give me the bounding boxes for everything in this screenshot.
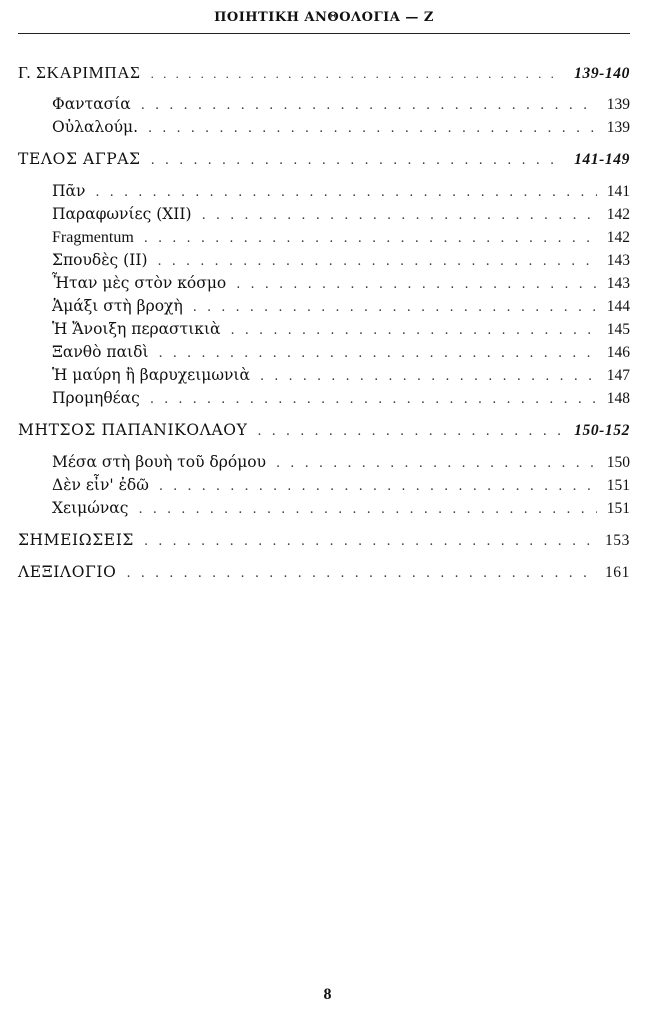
section-title: ΛΕΞΙΛΟΓΙΟ bbox=[18, 563, 117, 581]
poem-title: Ἁμάξι στὴ βροχὴ bbox=[52, 297, 183, 315]
poem-title: Δὲν εἶν' ἐδῶ bbox=[52, 476, 149, 494]
dot-leader bbox=[202, 204, 597, 227]
author-name: ΤΕΛΟΣ ΑΓΡΑΣ bbox=[18, 150, 141, 168]
section-title: ΣΗΜΕΙΩΣΕΙΣ bbox=[18, 531, 134, 549]
page-range: 139-140 bbox=[574, 65, 630, 82]
page-number-ref: 139 bbox=[606, 119, 630, 136]
toc-poem-entry bbox=[18, 116, 630, 139]
dot-leader bbox=[151, 62, 565, 85]
toc-poem-entry bbox=[18, 451, 630, 474]
dot-leader bbox=[231, 319, 597, 342]
toc-poem-entry bbox=[18, 93, 630, 116]
toc-poem-entry bbox=[18, 497, 630, 520]
toc-poem-entry bbox=[18, 249, 630, 272]
poem-title: Μέσα στὴ βουὴ τοῦ δρόμου bbox=[52, 453, 267, 471]
page-number-ref: 142 bbox=[606, 229, 630, 246]
toc-poem-entry bbox=[18, 474, 630, 497]
page-number-ref: 147 bbox=[606, 367, 630, 384]
page-range: 141-149 bbox=[574, 151, 630, 168]
page-number: 8 bbox=[323, 986, 332, 1003]
dot-leader bbox=[193, 296, 597, 319]
poem-title: Παραφωνίες (XII) bbox=[52, 205, 192, 223]
running-title: ΠΟΙΗΤΙΚΗ ΑΝΘΟΛΟΓΙΑ — Ζ bbox=[214, 10, 434, 25]
dot-leader bbox=[144, 227, 597, 250]
toc-poem-entry bbox=[18, 318, 630, 341]
page-number-ref: 145 bbox=[606, 321, 630, 338]
poem-title: Ἡ Ἄνοιξη περαστικιὰ bbox=[52, 320, 221, 338]
poem-title: Σπουδὲς (II) bbox=[52, 251, 148, 269]
poem-title: Χειμώνας bbox=[52, 499, 129, 517]
dot-leader bbox=[144, 530, 595, 553]
poem-title: Ἦταν μὲς στὸν κόσμο bbox=[52, 274, 227, 292]
dot-leader bbox=[158, 250, 597, 273]
toc-poem-entry bbox=[18, 364, 630, 387]
toc-back-matter-entry bbox=[18, 529, 630, 552]
dot-leader bbox=[159, 342, 597, 365]
page-number-ref: 150 bbox=[606, 454, 630, 471]
dot-leader bbox=[236, 273, 597, 296]
toc-author-entry bbox=[18, 148, 630, 171]
toc-poem-entry bbox=[18, 341, 630, 364]
page-number-ref: 161 bbox=[604, 564, 630, 581]
page-number-ref: 151 bbox=[606, 500, 630, 517]
poem-title: Φαντασία bbox=[52, 95, 131, 113]
page-number-ref: 143 bbox=[606, 252, 630, 269]
toc-poem-entry bbox=[18, 295, 630, 318]
page-number-ref: 146 bbox=[606, 344, 630, 361]
dot-leader bbox=[260, 365, 597, 388]
toc-poem-entry bbox=[18, 226, 630, 249]
table-of-contents bbox=[18, 61, 630, 584]
poem-title: Ξανθὸ παιδὶ bbox=[52, 343, 149, 361]
toc-back-matter-entry bbox=[18, 561, 630, 584]
toc-poem-entry bbox=[18, 203, 630, 226]
page-number-ref: 148 bbox=[606, 390, 630, 407]
header-rule bbox=[18, 33, 630, 34]
dot-leader bbox=[138, 498, 596, 521]
toc-poem-entry bbox=[18, 387, 630, 410]
toc-author-entry bbox=[18, 61, 630, 84]
dot-leader bbox=[151, 149, 565, 172]
page-number-ref: 142 bbox=[606, 206, 630, 223]
page-range: 150-152 bbox=[574, 422, 630, 439]
poem-title: Προμηθέας bbox=[52, 389, 140, 407]
toc-poem-entry bbox=[18, 272, 630, 295]
dot-leader bbox=[95, 181, 596, 204]
poem-title: Ἡ μαύρη ἢ βαρυχειμωνιὰ bbox=[52, 366, 250, 384]
toc-poem-entry bbox=[18, 180, 630, 203]
author-name: Γ. ΣΚΑΡΙΜΠΑΣ bbox=[18, 63, 141, 82]
dot-leader bbox=[159, 475, 597, 498]
dot-leader bbox=[276, 452, 597, 475]
dot-leader bbox=[148, 117, 597, 140]
author-name: ΜΗΤΣΟΣ ΠΑΠΑΝΙΚΟΛΑΟΥ bbox=[18, 421, 248, 439]
dot-leader bbox=[257, 420, 564, 443]
dot-leader bbox=[150, 388, 597, 411]
page-number-ref: 153 bbox=[604, 532, 630, 549]
poem-title: Οὐλαλούμ. bbox=[52, 118, 138, 136]
page-number-ref: 151 bbox=[606, 477, 630, 494]
page-number-ref: 139 bbox=[606, 96, 630, 113]
page-number-ref: 143 bbox=[606, 275, 630, 292]
page-number-ref: 144 bbox=[606, 298, 630, 315]
dot-leader bbox=[141, 94, 597, 117]
toc-author-entry bbox=[18, 419, 630, 442]
dot-leader bbox=[126, 562, 595, 585]
poem-title: Πᾶν bbox=[52, 182, 86, 200]
page-number-ref: 141 bbox=[606, 183, 630, 200]
poem-title: Fragmentum bbox=[52, 229, 134, 246]
